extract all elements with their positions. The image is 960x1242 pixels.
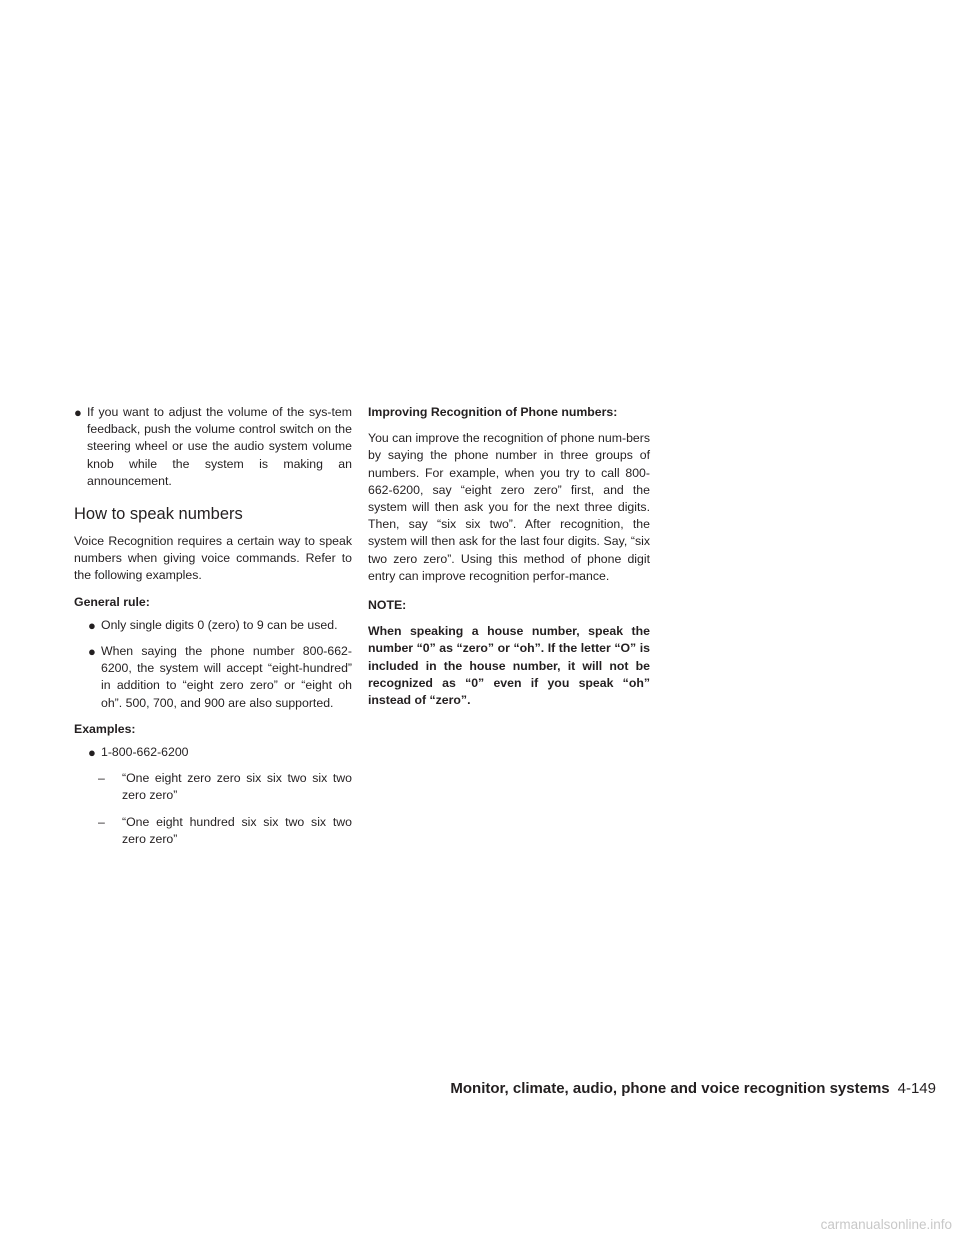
rule-item xyxy=(88,617,352,634)
page-footer xyxy=(0,1080,936,1097)
rule-text: When saying the phone number 800-662-6200, the system will accept “eight-hundred” in addition to “eight zero zero” or “eight oh oh”. 500, 700, and 900 are also supported. xyxy=(101,644,352,710)
left-column xyxy=(74,404,352,848)
bullet-icon: ● xyxy=(88,617,96,633)
bullet-item-volume xyxy=(74,404,352,490)
right-column xyxy=(368,404,650,709)
dash-icon: – xyxy=(98,771,105,786)
rule-text: Only single digits 0 (zero) to 9 can be used. xyxy=(101,617,338,632)
example-dash-text: “One eight hundred six six two six two zero zero” xyxy=(122,814,352,846)
general-rule-label: General rule: xyxy=(74,594,150,609)
improving-heading: Improving Recognition of Phone numbers: xyxy=(368,405,618,419)
footer-section-title: Monitor, climate, audio, phone and voice recognition systems xyxy=(450,1080,890,1097)
bullet-text: If you want to adjust the volume of the sys-tem feedback, push the volume control switch on the steering wheel or use the audio system volume knob while the system is making an announcement. xyxy=(87,405,352,488)
bullet-icon: ● xyxy=(88,745,96,761)
bullet-icon: ● xyxy=(74,405,82,420)
example-dash-item xyxy=(98,770,352,804)
example-dash-item xyxy=(98,814,352,848)
section-heading: How to speak numbers xyxy=(74,505,243,524)
watermark: carmanualsonline.info xyxy=(820,1217,952,1232)
example-dash-text: “One eight zero zero six six two six two zero zero” xyxy=(122,771,352,803)
note-paragraph: When speaking a house number, speak the number “0” as “zero” or “oh”. If the letter “O” is included in the house number, it will not be recognized as “0” even if you speak “oh” instead of “zero”. xyxy=(368,624,650,708)
note-label: NOTE: xyxy=(368,598,407,613)
example-item xyxy=(88,744,352,761)
dash-icon: – xyxy=(98,814,105,829)
improving-paragraph: You can improve the recognition of phone num-bers by saying the phone number in three groups of numbers. For example, when you try to call 800-662-6200, say “eight zero zero” first, and the system will then ask you for the next three digits. Then, say “six six two”. After recognition, the system will then ask for the last four digits. Say, “six two zero zero”. Using this method of phone digit entry can improve recognition perfor-mance. xyxy=(368,431,650,583)
example-number: 1-800-662-6200 xyxy=(101,745,189,760)
page-number: 4-149 xyxy=(897,1080,936,1097)
rule-item xyxy=(88,643,352,712)
bullet-icon: ● xyxy=(88,644,96,660)
intro-paragraph: Voice Recognition requires a certain way to speak numbers when giving voice commands. Refer to the following examples. xyxy=(74,534,352,583)
examples-label: Examples: xyxy=(74,721,136,736)
